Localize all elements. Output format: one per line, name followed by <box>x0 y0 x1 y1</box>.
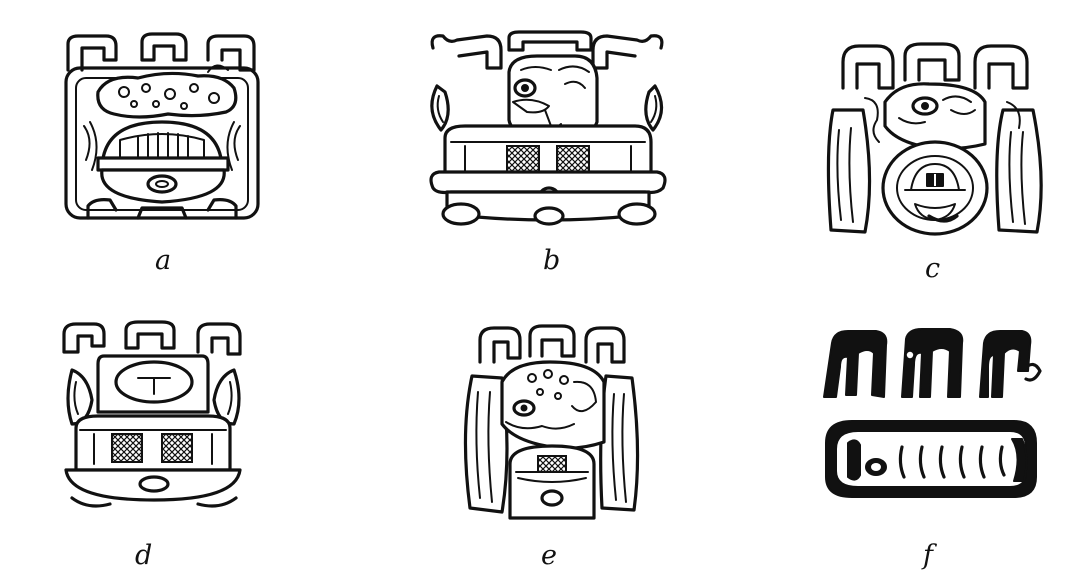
caption-b: b <box>543 245 561 276</box>
caption-a: a <box>155 245 172 276</box>
glyph-c <box>825 40 1050 240</box>
glyph-e <box>462 322 642 527</box>
glyph-f <box>818 325 1043 510</box>
caption-e: e <box>541 540 557 571</box>
caption-c: c <box>925 253 941 284</box>
caption-d: d <box>135 540 153 571</box>
caption-f: f <box>923 540 933 571</box>
glyph-a <box>58 30 268 225</box>
glyph-b <box>425 30 670 230</box>
glyph-d <box>58 320 248 515</box>
